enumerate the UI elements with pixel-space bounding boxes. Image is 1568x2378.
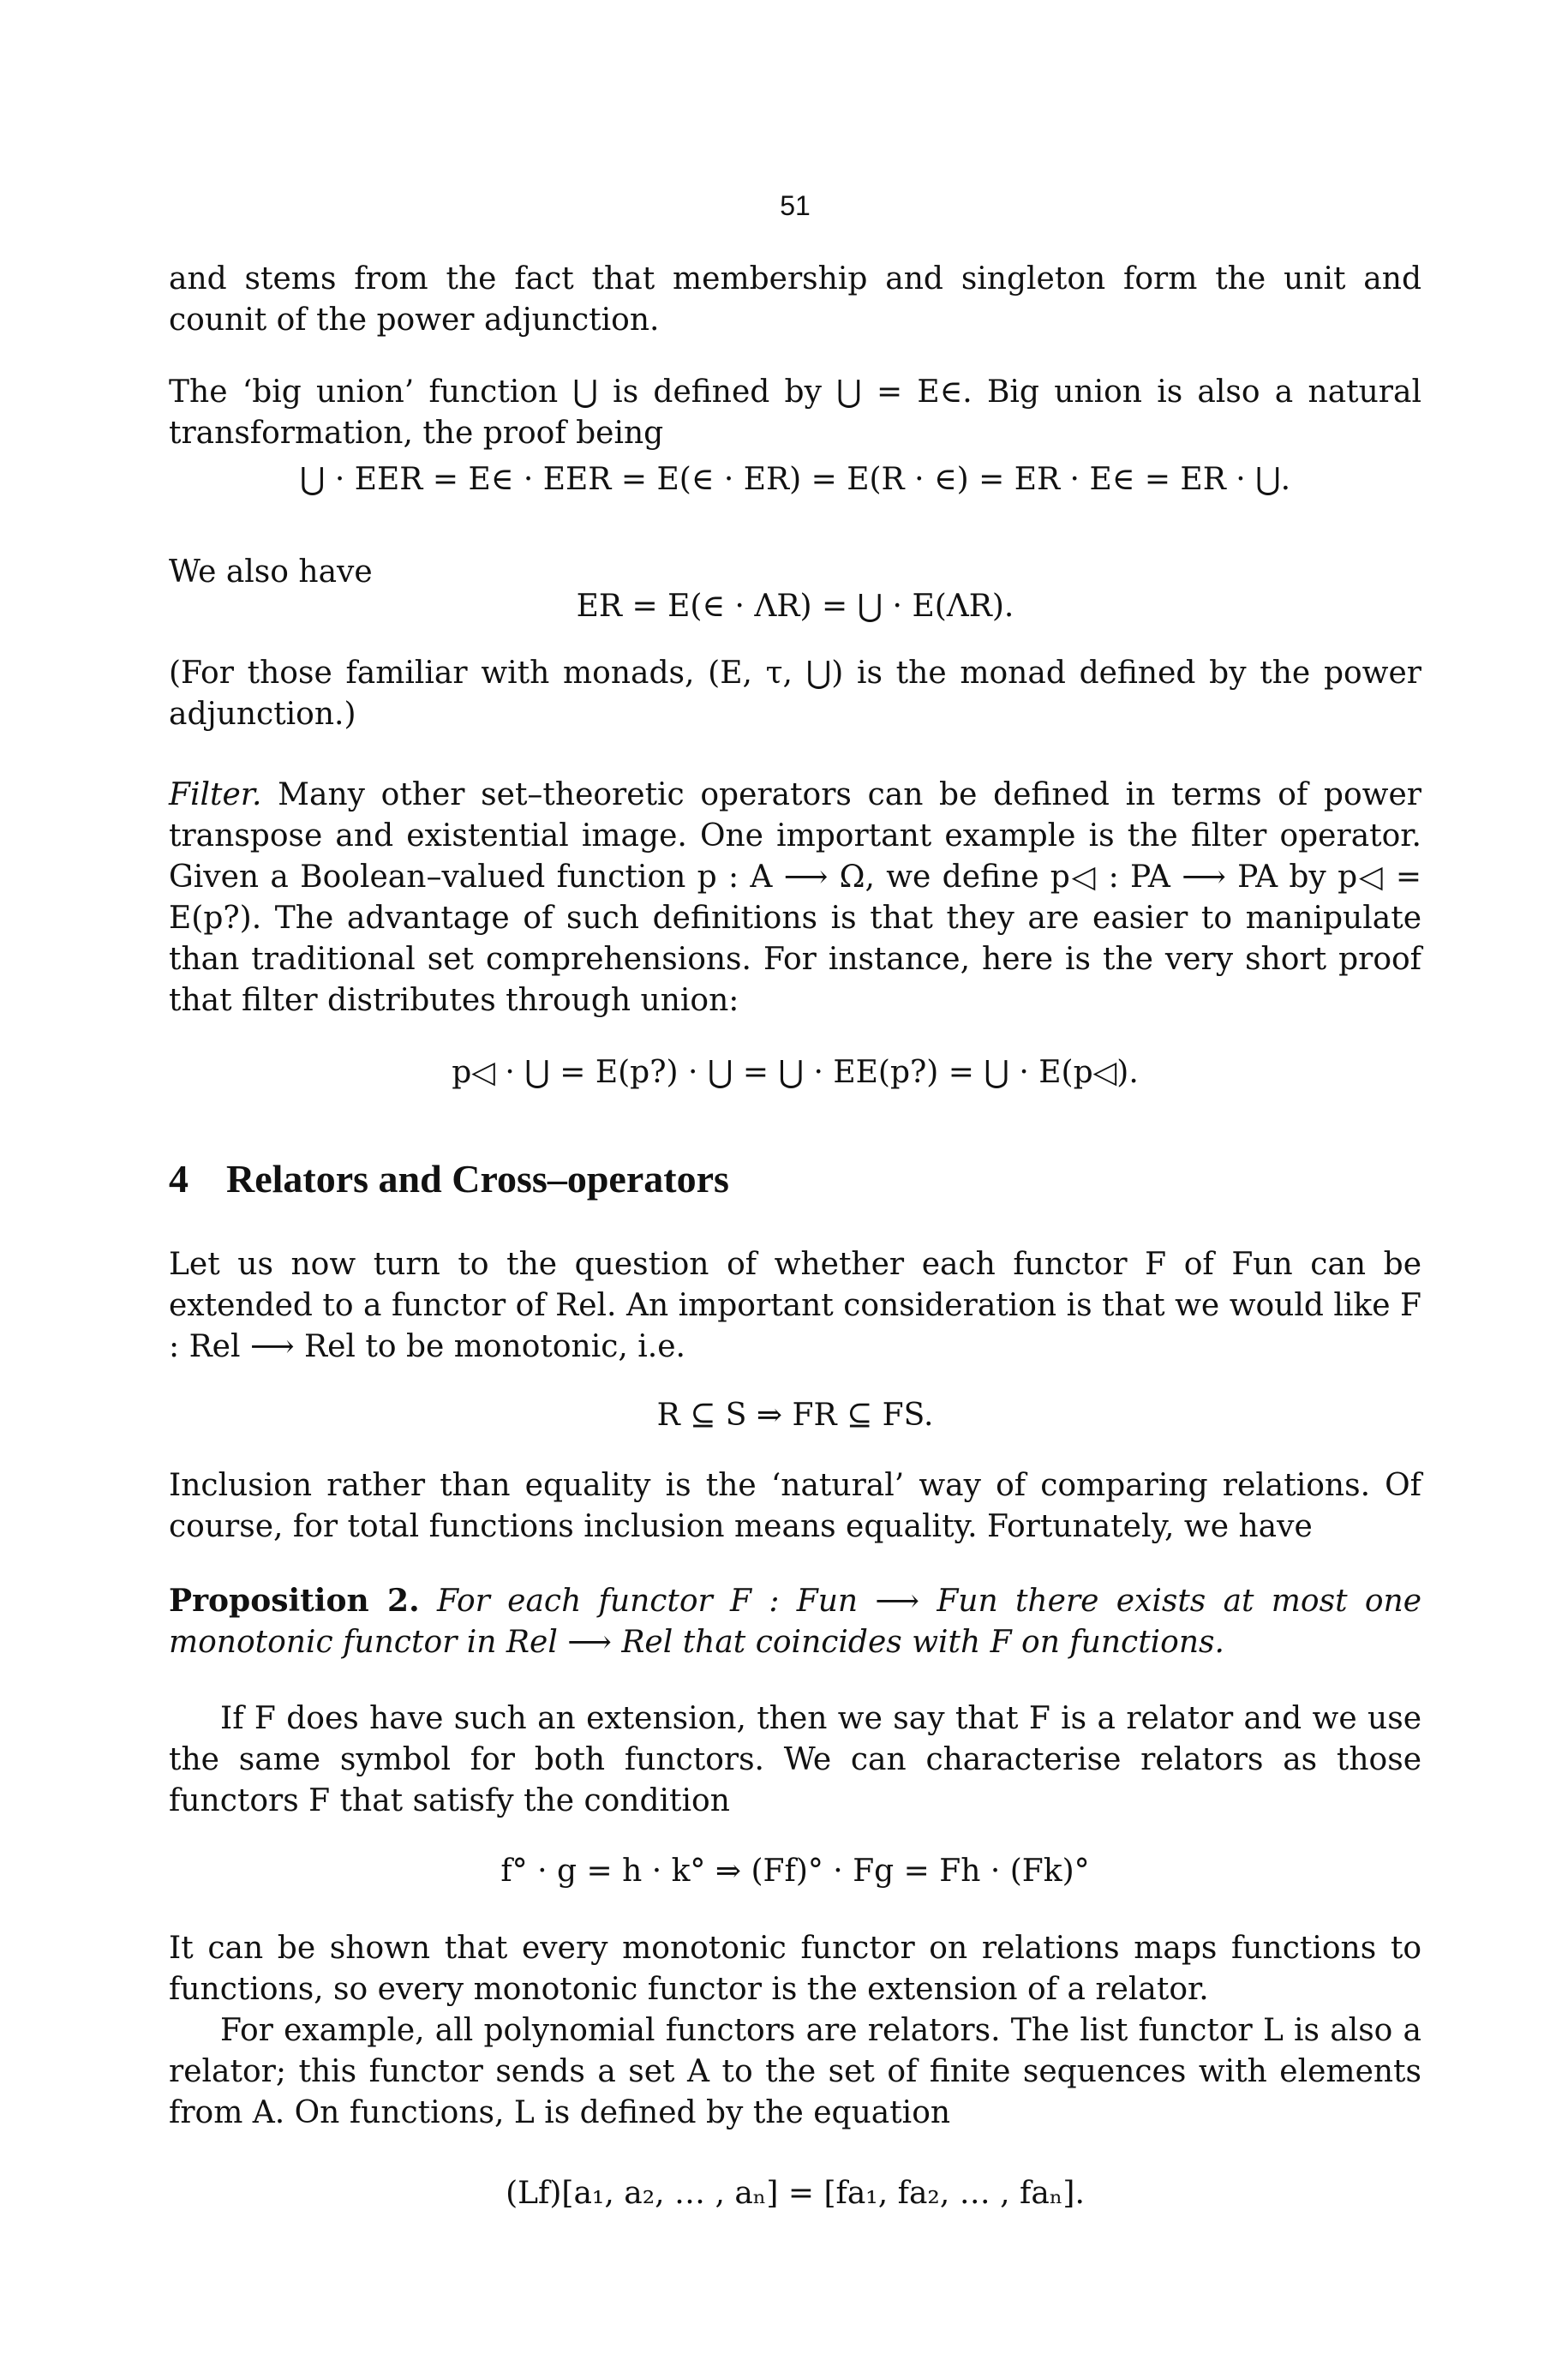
paragraph-monotonic-functor: It can be shown that every monotonic functor on relations maps functions to functions, so every monotonic functor is the extension of a relator. bbox=[169, 1931, 1421, 2007]
paragraph-monads: (For those familiar with monads, (E, τ, ⋃) is the monad defined by the power adjunction.) bbox=[169, 656, 1421, 732]
paragraph-big-union: The ‘big union’ function ⋃ is defined by ⋃ = E∈. Big union is also a natural transformation, the proof being bbox=[169, 374, 1421, 451]
section-heading bbox=[169, 1155, 729, 1203]
section-title: Relators and Cross–operators bbox=[226, 1157, 729, 1201]
proposition-2 bbox=[169, 1580, 1421, 1663]
paper-page bbox=[169, 0, 1421, 2378]
paragraph-filter bbox=[169, 775, 1421, 1021]
proposition-statement: For each functor F : Fun ⟶ Fun there exists at most one monotonic functor in Rel ⟶ Rel that coincides with F on functions. bbox=[169, 1584, 1422, 1660]
filter-body: Many other set–theoretic operators can be defined in terms of power transpose and existential image. One important example is the filter operator. Given a Boolean–valued function p : A ⟶ Ω, we define p◁ : PA ⟶ PA by p◁ = E(p?). The advantage of such definitions is that they are easier to manipulate than traditional set comprehensions. For instance, here is the very short proof that filter distributes through union: bbox=[169, 777, 1421, 1018]
section-number: 4 bbox=[169, 1157, 189, 1201]
paragraph-power-adjunction: and stems from the fact that membership and singleton form the unit and counit of the power adjunction. bbox=[169, 261, 1421, 338]
page-number: 51 bbox=[780, 190, 811, 221]
equation-relator-condition: f° · g = h · k° ⇒ (Ff)° · Fg = Fh · (Fk)° bbox=[500, 1854, 1090, 1889]
paragraph-list-functor: For example, all polynomial functors are relators. The list functor L is also a relator; this functor sends a set A to the set of finite sequences with elements from A. On functions, L is defined by the equation bbox=[169, 2013, 1421, 2130]
paragraph-extending-functors: Let us now turn to the question of whether each functor F of Fun can be extended to a functor of Rel. An important consideration is that we would like F : Rel ⟶ Rel to be monotonic, i.e. bbox=[169, 1247, 1421, 1364]
equation-monotonic: R ⊆ S ⇒ FR ⊆ FS. bbox=[656, 1398, 934, 1433]
equation-list-functor: (Lf)[a₁, a₂, … , aₙ] = [fa₁, fa₂, … , faₙ]. bbox=[506, 2176, 1085, 2211]
paragraph-inclusion: Inclusion rather than equality is the ‘natural’ way of comparing relations. Of course, for total functions inclusion means equality. Fortunately, we have bbox=[169, 1468, 1421, 1544]
equation-existential-image: ER = E(∈ · ΛR) = ⋃ · E(ΛR). bbox=[576, 589, 1014, 624]
proposition-label: Proposition 2. bbox=[169, 1583, 420, 1619]
equation-big-union-naturality: ⋃ · EER = E∈ · EER = E(∈ · ER) = E(R · ∈) = ER · E∈ = ER · ⋃. bbox=[299, 462, 1291, 497]
paragraph-we-also-have: We also have bbox=[169, 554, 373, 590]
paragraph-relator-definition: If F does have such an extension, then we say that F is a relator and we use the same symbol for both functors. We can characterise relators as those functors F that satisfy the condition bbox=[169, 1701, 1421, 1818]
equation-filter-distributes: p◁ · ⋃ = E(p?) · ⋃ = ⋃ · EE(p?) = ⋃ · E(p◁). bbox=[452, 1055, 1139, 1090]
filter-run-head: Filter. bbox=[169, 777, 262, 812]
